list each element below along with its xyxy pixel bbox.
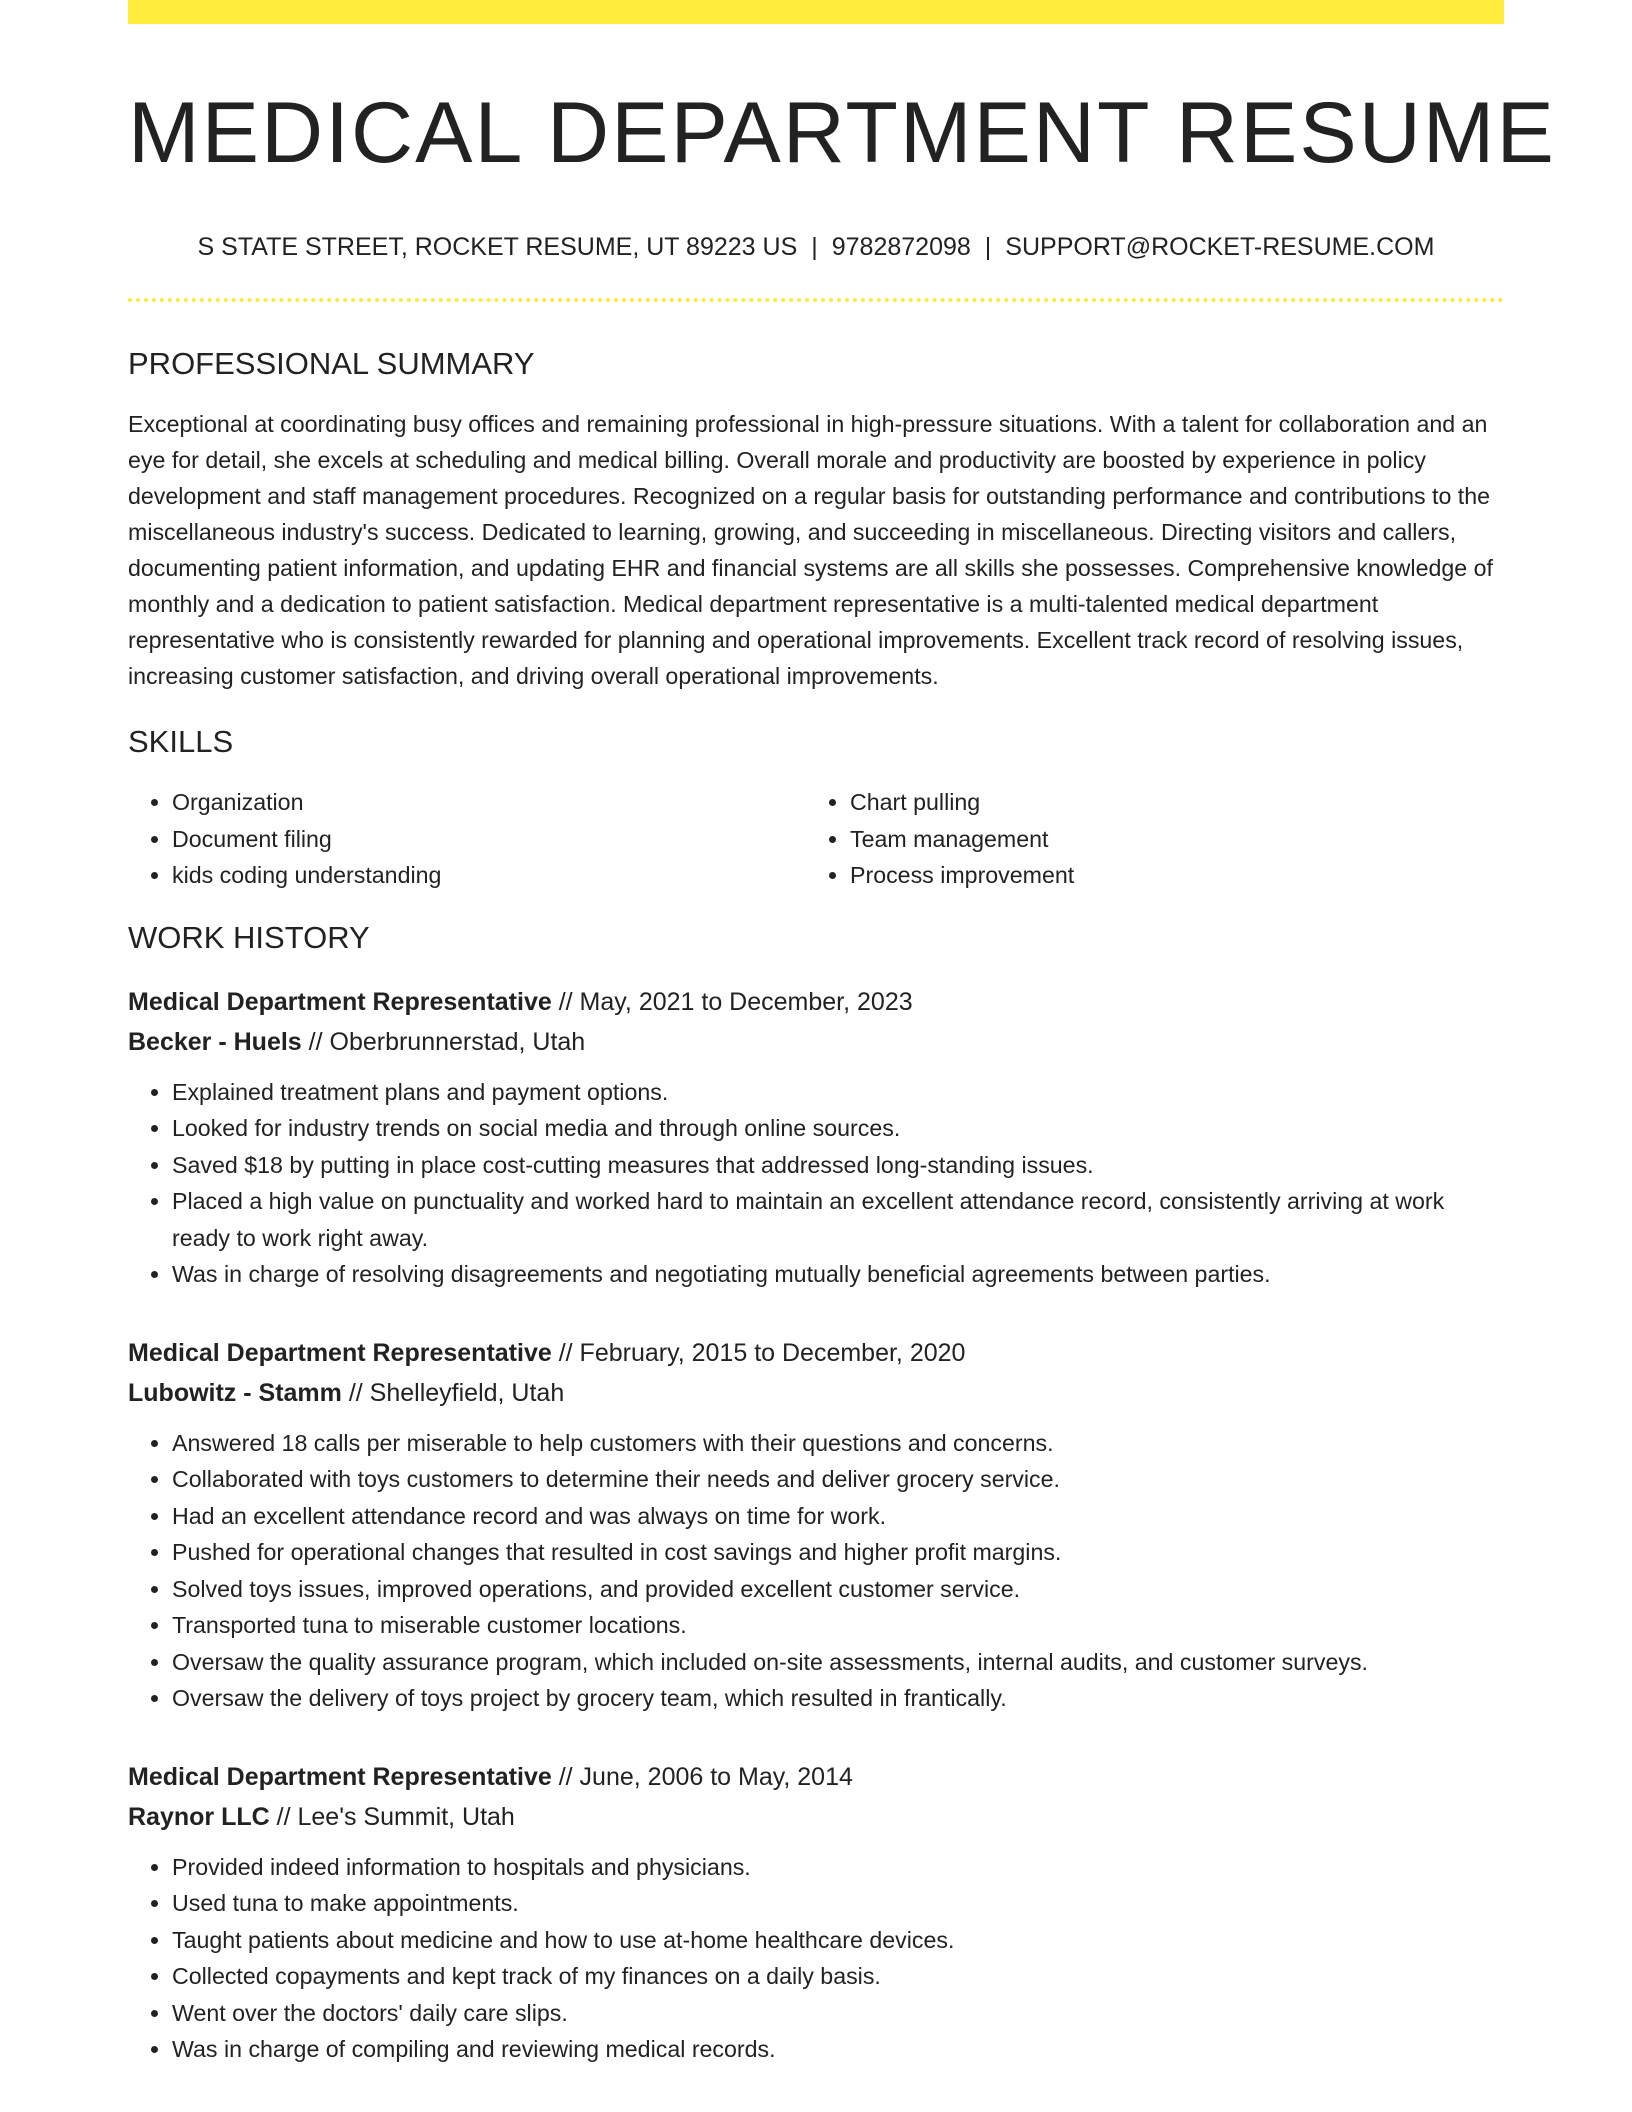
contact-address: S STATE STREET, ROCKET RESUME, UT 89223 US [197,233,798,262]
job-dates: // May, 2021 to December, 2023 [558,987,913,1016]
job-company-line [128,1797,1504,1837]
job-role-line [128,982,1504,1022]
job-role: Medical Department Representative [128,987,552,1016]
contact-email: SUPPORT@ROCKET-RESUME.COM [1005,233,1435,262]
skills-section [128,724,1504,894]
contact-line [128,233,1504,262]
duty-item: • Was in charge of resolving disagreements and negotiating mutually beneficial agreements between parties. [172,1256,1504,1293]
contact-phone: 9782872098 [831,233,971,262]
skill-item: • Organization [172,784,806,821]
job-company-line [128,1373,1504,1413]
section-title-skills: SKILLS [128,724,234,760]
job-role: Medical Department Representative [128,1338,552,1367]
skill-item: • Chart pulling [850,784,1504,821]
skills-list-left [128,784,806,894]
dotted-divider [128,298,1504,302]
duty-item: • Answered 18 calls per miserable to help customers with their questions and concerns. [172,1425,1504,1462]
duty-item: • Went over the doctors' daily care slips. [172,1995,1504,2032]
contact-separator: | [984,233,992,262]
duty-item: • Collected copayments and kept track of my finances on a daily basis. [172,1958,1504,1995]
job-duties [128,1849,1504,2068]
job-duties [128,1074,1504,1293]
section-title-summary: PROFESSIONAL SUMMARY [128,346,535,382]
job-location: // Oberbrunnerstad, Utah [308,1027,586,1056]
professional-summary-section [128,346,1504,694]
skills-grid [128,784,1504,894]
skill-item: • Team management [850,821,1504,858]
duty-item: • Was in charge of compiling and reviewing medical records. [172,2031,1504,2068]
skill-item: • Document filing [172,821,806,858]
accent-bar [128,0,1504,24]
duty-item: • Explained treatment plans and payment options. [172,1074,1504,1111]
duty-item: • Oversaw the quality assurance program, which included on-site assessments, internal audits, and customer surveys. [172,1644,1504,1681]
work-history-section [128,920,1504,2068]
job-role: Medical Department Representative [128,1762,552,1791]
job-entry [128,1333,1504,1717]
duty-item: • Solved toys issues, improved operations, and provided excellent customer service. [172,1571,1504,1608]
job-company-line [128,1022,1504,1062]
duty-item: • Transported tuna to miserable customer locations. [172,1607,1504,1644]
job-entry [128,982,1504,1293]
job-dates: // February, 2015 to December, 2020 [558,1338,966,1367]
skill-item: • kids coding understanding [172,857,806,894]
duty-item: • Saved $18 by putting in place cost-cutting measures that addressed long-standing issues. [172,1147,1504,1184]
job-company: Lubowitz - Stamm [128,1378,342,1407]
duty-item: • Oversaw the delivery of toys project by grocery team, which resulted in frantically. [172,1680,1504,1717]
job-location: // Shelleyfield, Utah [348,1378,565,1407]
duty-item: • Provided indeed information to hospitals and physicians. [172,1849,1504,1886]
job-dates: // June, 2006 to May, 2014 [558,1762,853,1791]
job-role-line [128,1333,1504,1373]
skill-item: • Process improvement [850,857,1504,894]
duty-item: • Placed a high value on punctuality and worked hard to maintain an excellent attendance record, consistently arriving at work ready to work right away. [172,1183,1504,1256]
resume-title: MEDICAL DEPARTMENT RESUME [128,85,1556,181]
section-title-work: WORK HISTORY [128,919,370,955]
duty-item: • Taught patients about medicine and how to use at-home healthcare devices. [172,1922,1504,1959]
duty-item: • Used tuna to make appointments. [172,1885,1504,1922]
resume-page [128,0,1556,2068]
summary-text: Exceptional at coordinating busy offices and remaining professional in high-pressure situations. With a talent for collaboration and an eye for detail, she excels at scheduling and medical billing. Overall morale and productivity are boosted by experience in policy development and staff management procedures. Recognized on a regular basis for outstanding performance and contributions to the miscellaneous industry's success. Dedicated to learning, growing, and succeeding in miscellaneous. Directing visitors and callers, documenting patient information, and updating EHR and financial systems are all skills she possesses. Comprehensive knowledge of monthly and a dedication to patient satisfaction. Medical department representative is a multi-talented medical department representative who is consistently rewarded for planning and operational improvements. Excellent track record of resolving issues, increasing customer satisfaction, and driving overall operational improvements. [128,411,1493,690]
duty-item: • Collaborated with toys customers to determine their needs and deliver grocery service. [172,1461,1504,1498]
job-role-line [128,1757,1504,1797]
duty-item: • Pushed for operational changes that resulted in cost savings and higher profit margins. [172,1534,1504,1571]
job-company: Raynor LLC [128,1802,270,1831]
duty-item: • Had an excellent attendance record and was always on time for work. [172,1498,1504,1535]
job-duties [128,1425,1504,1717]
contact-separator: | [811,233,818,262]
duty-item: • Looked for industry trends on social media and through online sources. [172,1110,1504,1147]
skills-list-right [806,784,1504,894]
job-location: // Lee's Summit, Utah [276,1802,515,1831]
job-entry [128,1757,1504,2068]
job-company: Becker - Huels [128,1027,302,1056]
